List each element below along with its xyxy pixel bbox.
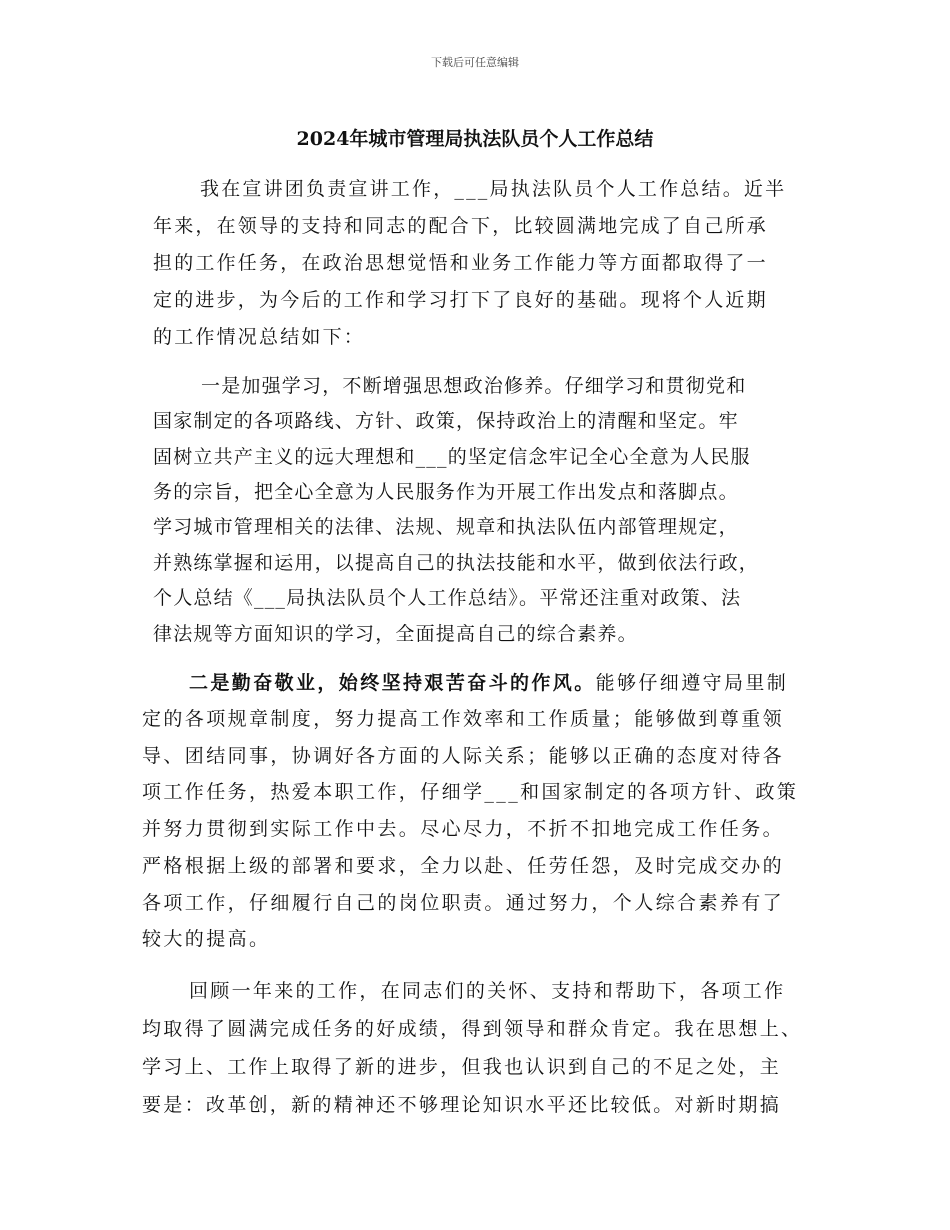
text-line: 一是加强学习，不断增强思想政治修养。仔细学习和贯彻党和	[201, 375, 747, 397]
text-line: 国家制定的各项路线、方针、政策，保持政治上的清醒和坚定。牢	[153, 410, 739, 432]
text-line: 我在宣讲团负责宣讲工作，___局执法队员个人工作总结。近半	[200, 178, 787, 200]
text-line: 年来，在领导的支持和同志的配合下，比较圆满地完成了自己所承	[153, 215, 768, 237]
text-line: 务的宗旨，把全心全意为人民服务作为开展工作出发点和落脚点。	[153, 481, 739, 503]
text-line: 要是：改革创，新的精神还不够理论知识水平还比较低。对新时期搞	[142, 1094, 782, 1116]
text-line: 严格根据上级的部署和要求，全力以赴、任劳任怨，及时完成交办的	[142, 855, 785, 877]
header-note: 下载后可任意编辑	[431, 56, 519, 69]
text-line: 学习城市管理相关的法律、法规、规章和执法队伍内部管理规定，	[153, 516, 739, 538]
text-line: 回顾一年来的工作，在同志们的关怀、支持和帮助下，各项工作	[189, 980, 786, 1002]
text-line: 的工作情况总结如下：	[153, 326, 366, 348]
text-line: 较大的提高。	[142, 928, 271, 950]
text-line: 律法规等方面知识的学习，全面提高自己的综合素养。	[153, 623, 638, 645]
bold-heading: 二是勤奋敬业，始终坚持艰苦奋斗的作风。	[189, 672, 596, 694]
text-line: 定的进步，为今后的工作和学习打下了良好的基础。现将个人近期	[153, 289, 768, 311]
text-line: 导、团结同事，协调好各方面的人际关系；能够以正确的态度对待各	[142, 745, 785, 767]
text-line: 项工作任务，热爱本职工作，仔细学___和国家制定的各项方针、政策	[142, 781, 799, 803]
text-line: 并熟练掌握和运用，以提高自己的执法技能和水平，做到依法行政，	[153, 552, 760, 574]
text-line: 固树立共产主义的远大理想和___的坚定信念牢记全心全意为人民服	[153, 446, 751, 468]
text-line: 个人总结《___局执法队员个人工作总结》。平常还注重对政策、法	[153, 587, 742, 609]
text-line: 担的工作任务，在政治思想觉悟和业务工作能力等方面都取得了一	[153, 252, 768, 274]
text-line	[189, 668, 788, 695]
text-line: 并努力贯彻到实际工作中去。尽心尽力，不折不扣地完成工作任务。	[142, 818, 785, 840]
text-span: 能够仔细遵守局里制	[595, 672, 789, 694]
text-line: 定的各项规章制度，努力提高工作效率和工作质量；能够做到尊重领	[142, 708, 785, 730]
text-line: 学习上、工作上取得了新的进步，但我也认识到自己的不足之处，主	[142, 1056, 782, 1078]
text-line: 各项工作，仔细履行自己的岗位职责。通过努力，个人综合素养有了	[142, 892, 785, 914]
text-line: 均取得了圆满完成任务的好成绩，得到领导和群众肯定。我在思想上、	[142, 1018, 803, 1040]
page-title: 2024年城市管理局执法队员个人工作总结	[296, 128, 654, 150]
